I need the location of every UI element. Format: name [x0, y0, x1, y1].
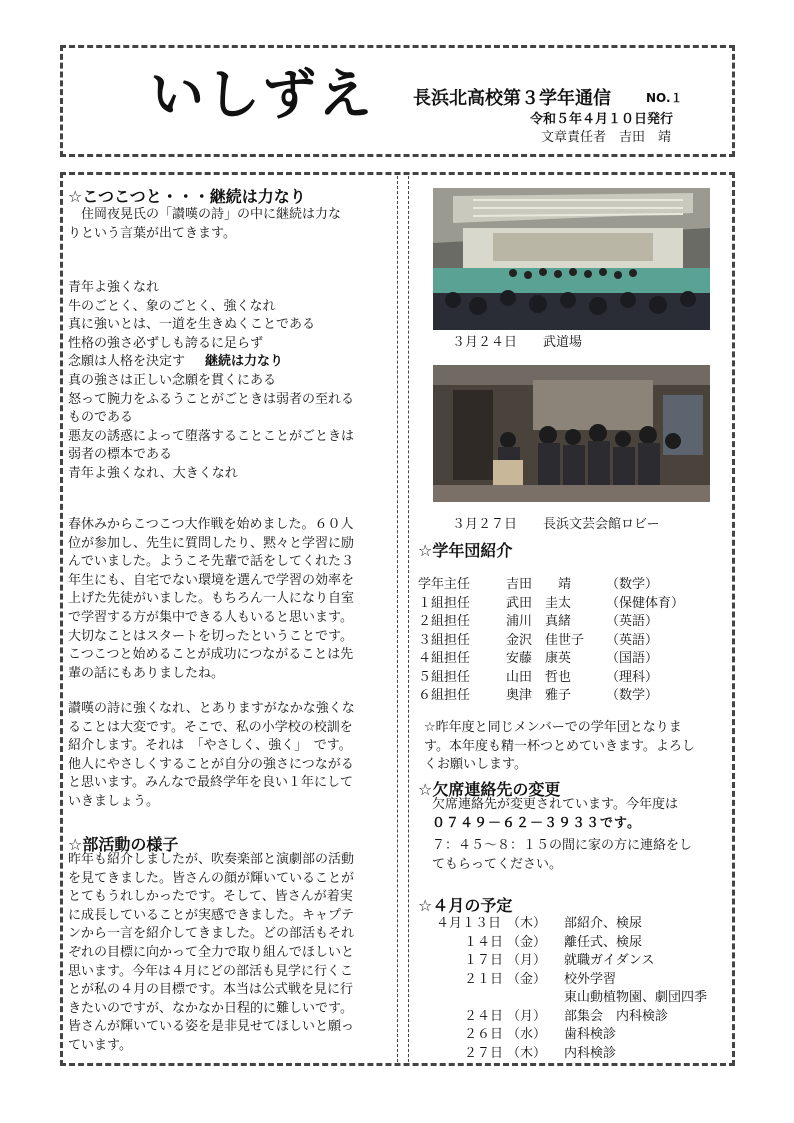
schedule-event: 部集会 内科検診 [564, 1008, 669, 1024]
poem-line: 怒って腕力をふるうことがごときは弱者の至れる [68, 391, 355, 407]
text-line: 他人にやさしくすることが自分の強さにつながる [68, 756, 354, 772]
photo-dojo [433, 188, 710, 330]
poem-emphasis: 継続は力なり [205, 354, 284, 370]
schedule-day: （木） [507, 1045, 547, 1061]
text-line: 昨年も紹介しましたが、吹奏楽部と演劇部の活動 [68, 852, 355, 867]
staff-name: 武田 圭太 [506, 595, 572, 611]
text-line: す。本年度も精一杯つとめていきます。よろし [424, 738, 695, 754]
schedule-day: （木） [507, 916, 547, 931]
section-absence-heading: ☆欠席連絡先の変更 [418, 780, 561, 799]
staff-name: 奥津 雅子 [506, 688, 572, 703]
staff-subject: （保健体育） [606, 595, 685, 611]
schedule-day: （水） [507, 1027, 547, 1042]
text-line: と思います。みんなで最終学年を良い１年にして [68, 775, 353, 791]
text-line: 上げた先徒がいました。もちろん一人になり自室 [68, 591, 355, 607]
schedule-date: ２１日 [464, 971, 504, 987]
staff-role: 学年主任 [418, 577, 471, 592]
schedule-day: （月） [507, 953, 547, 968]
staff-role: ３組担任 [418, 632, 471, 648]
text-line: こつこつと始めることが成功につながることは先 [68, 647, 354, 663]
staff-note [424, 719, 695, 775]
staff-subject: （数学） [606, 577, 659, 592]
schedule-day: （金） [507, 971, 547, 987]
text-line: 大切なことはスタートを切ったということです。 [68, 628, 353, 644]
absence-phone: ０７４９－６２－３９３３です。 [432, 815, 641, 831]
poem-line: 弱者の標本である [68, 447, 173, 463]
text-line: を見てきました。皆さんの顔が輝いていることが [68, 870, 355, 886]
text-line: ることは大変です。そこで、私の小学校の校訓を [68, 719, 353, 735]
text-line: とてもうれしかったです。そして、皆さんが着実 [68, 889, 353, 905]
schedule-list [418, 912, 728, 1061]
schedule-event: 東山動植物園、劇団四季 [564, 990, 708, 1005]
staff-role: ５組担任 [418, 669, 471, 685]
text-line: んでいました。ようこそ先輩で話をしてくれた３ [68, 554, 355, 570]
issue-date: 令和５年４月１０日発行 [530, 112, 674, 127]
schedule-date: １４日 [464, 934, 504, 950]
staff-name: 安藤 康英 [506, 651, 572, 666]
poem-line: 牛のごとく、象のごとく、強くなれ [68, 298, 276, 314]
section-continuity-heading: ☆こつこつと・・・継続は力なり [68, 187, 306, 206]
editor-line: 文章責任者 吉田 靖 [541, 130, 672, 145]
text-line: に成長していることが実感できました。キャプテ [68, 907, 355, 923]
photo-dojo-image [433, 188, 710, 330]
intro-text [68, 206, 341, 243]
poem-line: ものである [68, 410, 134, 426]
schedule-event: 就職ガイダンス [564, 953, 655, 968]
photo-lobby-image [433, 365, 710, 502]
text-line: きたいのですが、なかなか日程的に難しいです。 [68, 1000, 353, 1016]
text-line: 欠席連絡先が変更されています。今年度は [432, 797, 678, 812]
poem-line: 青年よ強くなれ、大きくなれ [68, 465, 238, 481]
paragraph-study [68, 516, 354, 683]
staff-subject: （数学） [606, 688, 659, 703]
photo-lobby [433, 365, 710, 502]
schedule-date: ２６日 [464, 1027, 504, 1042]
section-clubs-heading: ☆部活動の様子 [68, 835, 179, 854]
poem-line: 悪友の誘惑によって堕落することことがごときは [68, 428, 355, 444]
text-line: ています。 [68, 1037, 132, 1053]
text-line: 輩の話にもありましたね。 [68, 665, 225, 681]
schedule-event: 校外学習 [564, 971, 617, 987]
absence-text [432, 796, 692, 874]
photo-dojo-caption: ３月２４日 武道場 [452, 335, 583, 350]
text-line: 思います。今年は４月にどの部活も見学に行くこ [68, 963, 353, 979]
staff-subject: （英語） [606, 632, 659, 648]
schedule-date: １７日 [464, 953, 504, 968]
staff-subject: （国語） [606, 651, 659, 666]
intro-line: りという言葉が出てきます。 [68, 225, 236, 241]
text-line: ぞれの目標に向かって全力で取り組んでほしいと [68, 944, 355, 960]
text-line: 位が参加し、先生に質問したり、黙々と学習に励 [68, 535, 355, 551]
schedule-date: ２７日 [464, 1045, 504, 1061]
poem-line: 青年よ強くなれ [68, 280, 160, 295]
staff-role: １組担任 [418, 595, 471, 611]
school-name: 長浜北高校第３学年通信 [413, 88, 611, 109]
staff-role: ４組担任 [418, 651, 471, 666]
text-line: てもらってください。 [432, 856, 563, 872]
text-line: 年生にも、自宅でない環境を選んで学習の効率を [68, 572, 355, 588]
staff-list [418, 573, 718, 703]
paragraph-motto [68, 700, 355, 812]
schedule-date: ２４日 [464, 1008, 504, 1024]
poem-line: 真に強いとは、一道を生きぬくことである [68, 317, 316, 333]
staff-subject: （英語） [606, 614, 659, 629]
staff-subject: （理科） [606, 669, 659, 685]
schedule-event: 部紹介、検尿 [564, 916, 643, 931]
schedule-day: （月） [507, 1008, 547, 1024]
text-line: ンから一言を紹介してきました。どの部活もそれ [68, 926, 355, 942]
text-line: 皆さんが輝いている姿を是非見せてほしいと願っ [68, 1019, 355, 1035]
schedule-event: 離任式、検尿 [564, 934, 643, 950]
staff-name: 吉田 靖 [506, 577, 572, 592]
schedule-date: ４月１３日 [436, 916, 502, 931]
text-line: いきましょう。 [68, 793, 160, 809]
schedule-event: 内科検診 [564, 1045, 617, 1061]
text-line: ☆昨年度と同じメンバーでの学年団となりま [424, 720, 682, 735]
text-line: 春休みからこつこつ大作戦を始めました。６０人 [68, 517, 354, 532]
section-schedule-heading: ☆４月の予定 [418, 896, 513, 915]
poem-line-text: 念願は人格を決定す [68, 354, 186, 370]
column-divider-2 [408, 176, 409, 1062]
text-line: 讃嘆の詩に強くなれ、とありますがなかな強くな [68, 701, 355, 716]
staff-name: 浦川 真緒 [506, 614, 572, 629]
intro-line: 住岡夜晃氏の「讃嘆の詩」の中に継続は力な [68, 207, 342, 222]
staff-name: 金沢 佳世子 [506, 632, 585, 648]
schedule-event: 歯科検診 [564, 1027, 617, 1042]
staff-role: ６組担任 [418, 688, 471, 703]
paragraph-clubs [68, 851, 354, 1056]
staff-name: 山田 哲也 [506, 669, 572, 685]
text-line: くお願いします。 [424, 757, 527, 773]
photo-lobby-caption: ３月２７日 長浜文芸会館ロビー [452, 517, 660, 532]
schedule-day: （金） [507, 934, 547, 950]
absence-hours: ７：４５～８：１５の間に家の方に連絡をし [432, 838, 693, 854]
text-line: とが私の４月の目標です。本当は公式戦を見に行 [68, 982, 353, 998]
text-line: 紹介します。それは 「やさしく、強く」 です。 [68, 738, 352, 754]
poem-line [68, 353, 354, 372]
section-staff-heading: ☆学年団紹介 [418, 541, 513, 560]
staff-role: ２組担任 [418, 614, 471, 629]
poem [68, 279, 354, 484]
poem-line: 真の強さは正しい念願を貫くにある [68, 372, 277, 388]
column-divider [397, 176, 398, 1062]
poem-line: 性格の強さ必ずしも誇るに足らず [68, 335, 264, 351]
issue-number: NO.１ [646, 91, 683, 105]
text-line: で学習する方が集中できる人もいると思います。 [68, 609, 353, 625]
newsletter-title: いしずえ [150, 63, 374, 126]
